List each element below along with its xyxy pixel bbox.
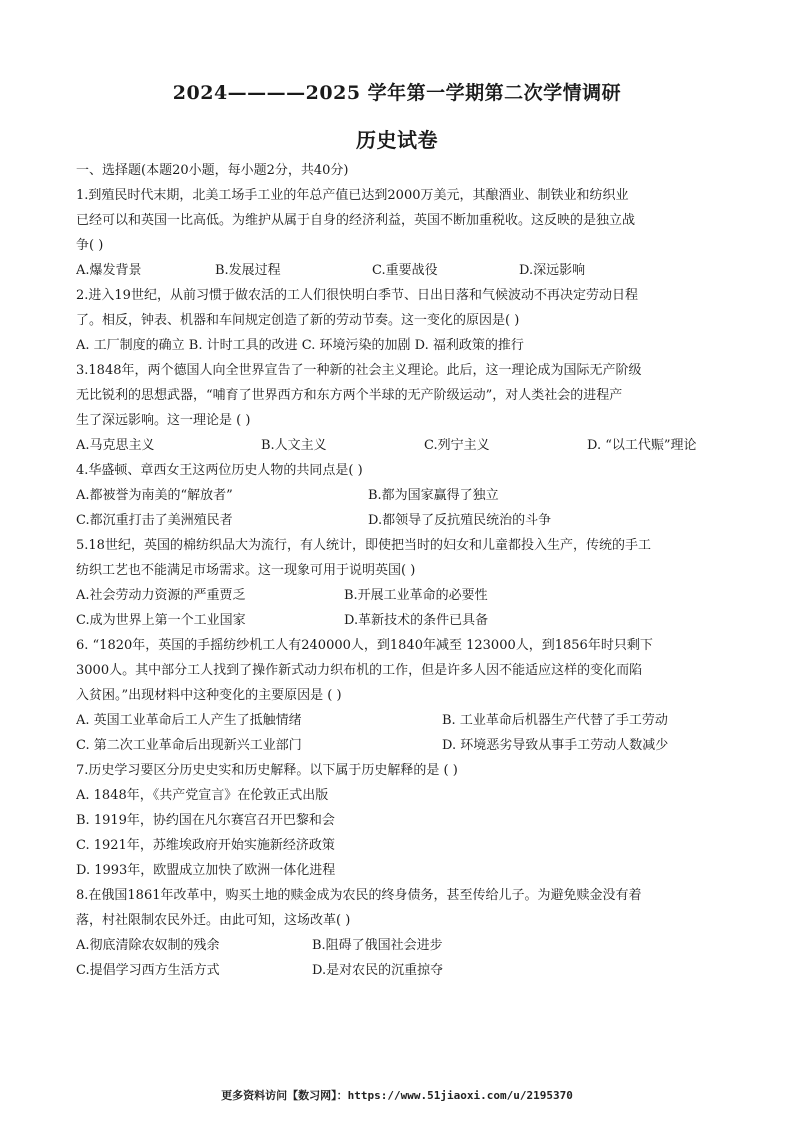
answer-option[interactable]: C.重要战役 bbox=[372, 263, 438, 278]
question-4 bbox=[76, 458, 726, 533]
answer-option[interactable]: C.提倡学习西方生活方式 bbox=[76, 963, 220, 978]
question-6 bbox=[76, 633, 726, 758]
question-text-line: 3000人。其中部分工人找到了操作新式动力织布机的工作，但是许多人因不能适应这样的变化而陷 bbox=[76, 663, 643, 678]
question-text-line: 落，村社限制农民外迁。由此可知，这场改革( ) bbox=[76, 913, 351, 928]
answer-option[interactable]: A.马克思主义 bbox=[76, 438, 155, 453]
answer-option[interactable]: A.社会劳动力资源的严重贾乏 bbox=[76, 588, 246, 603]
question-list bbox=[76, 183, 726, 983]
options-row bbox=[76, 808, 726, 833]
question-text-line: 4.华盛顿、章西女王这两位历史人物的共同点是( ) bbox=[76, 463, 363, 478]
options-row bbox=[76, 258, 726, 283]
question-text-line: 1.到殖民时代末期，北美工场手工业的年总产值已达到2000万美元，其酿酒业、制铁业和纺织业 bbox=[76, 188, 629, 203]
exam-content bbox=[76, 158, 726, 983]
answer-option[interactable]: A.爆发背景 bbox=[76, 263, 142, 278]
answer-option[interactable]: C.成为世界上第一个工业国家 bbox=[76, 613, 246, 628]
answer-option[interactable]: A.都被誉为南美的“解放者” bbox=[76, 488, 233, 503]
question-text-line: 2.进入19世纪，从前习惯于做农活的工人们很快明白季节、日出日落和气候波动不再决定劳动日程 bbox=[76, 288, 638, 303]
answer-option[interactable]: D.是对农民的沉重掠夺 bbox=[312, 963, 444, 978]
answer-option[interactable]: D. “以工代赈”理论 bbox=[587, 438, 697, 453]
options-row bbox=[76, 708, 726, 733]
options-row bbox=[76, 833, 726, 858]
section-heading: 一、选择题(本题20小题，每小题2分，共40分) bbox=[76, 163, 349, 178]
answer-option[interactable]: B.人文主义 bbox=[261, 438, 327, 453]
options-row bbox=[76, 483, 726, 508]
question-text-line: 无比锐利的思想武器，“哺育了世界西方和东方两个半球的无产阶级运动”，对人类社会的进程产 bbox=[76, 388, 623, 403]
answer-option[interactable]: C. 1921年，苏维埃政府开始实施新经济政策 bbox=[76, 838, 335, 853]
question-8 bbox=[76, 883, 726, 983]
question-text-line: 争( ) bbox=[76, 238, 104, 253]
question-text-line: 3.1848年，两个德国人向全世界宣告了一种新的社会主义理论。此后，这一理论成为国际无产阶级 bbox=[76, 363, 642, 378]
question-text-line: 了。相反，钟表、机器和车间规定创造了新的劳动节奏。这一变化的原因是( ) bbox=[76, 313, 520, 328]
answer-option[interactable]: A. 1848年，《共产党宣言》在伦敦正式出版 bbox=[76, 788, 329, 803]
exam-subtitle: 历史试卷 bbox=[356, 128, 438, 152]
answer-option[interactable]: D.都领导了反抗殖民统治的斗争 bbox=[368, 513, 552, 528]
answer-option[interactable]: B.都为国家赢得了独立 bbox=[368, 488, 499, 503]
question-text-line: 入贫困。”出现材料中这种变化的主要原因是 ( ) bbox=[76, 688, 342, 703]
options-row bbox=[76, 508, 726, 533]
answer-option[interactable]: A.彻底清除农奴制的残余 bbox=[76, 938, 220, 953]
answer-option[interactable]: D.深远影响 bbox=[519, 263, 586, 278]
answer-option[interactable]: C.都沉重打击了美洲殖民者 bbox=[76, 513, 233, 528]
options-row bbox=[76, 583, 726, 608]
options-row bbox=[76, 608, 726, 633]
question-1 bbox=[76, 183, 726, 283]
question-text-line: 已经可以和英国一比高低。为维护从属于自身的经济利益，英国不断加重税收。这反映的是独立战 bbox=[76, 213, 636, 228]
question-5 bbox=[76, 533, 726, 633]
question-3 bbox=[76, 358, 726, 458]
answer-option[interactable]: B.阻碍了俄国社会进步 bbox=[312, 938, 443, 953]
footer-link[interactable]: 更多资料访问【数习网】：https://www.51jiaoxi.com/u/2195370 bbox=[221, 1089, 573, 1102]
answer-option[interactable]: B. 1919年，协约国在凡尔赛宫召开巴黎和会 bbox=[76, 813, 335, 828]
answer-option[interactable]: B.发展过程 bbox=[215, 263, 281, 278]
answer-option[interactable]: D. 环境恶劣导致从事手工劳动人数减少 bbox=[442, 738, 669, 753]
options-row bbox=[76, 933, 726, 958]
answer-option[interactable]: A. 英国工业革命后工人产生了抵触情绪 bbox=[76, 713, 302, 728]
exam-title: 2024————2025 学年第一学期第二次学情调研 bbox=[172, 82, 622, 104]
answer-option[interactable]: D. 1993年，欧盟成立加快了欧洲一体化进程 bbox=[76, 863, 336, 878]
options-row bbox=[76, 958, 726, 983]
question-text-line: 纺织工艺也不能满足市场需求。这一现象可用于说明英国( ) bbox=[76, 563, 416, 578]
answer-option[interactable]: B.开展工业革命的必要性 bbox=[344, 588, 488, 603]
options-row bbox=[76, 333, 726, 358]
options-row bbox=[76, 433, 726, 458]
question-7 bbox=[76, 758, 726, 883]
question-text-line: 8.在俄国1861年改革中，购买土地的赎金成为农民的终身债务，甚至传给儿子。为避免赎金没有着 bbox=[76, 888, 642, 903]
question-text-line: 6. “1820年，英国的手摇纺纱机工人有240000人，到1840年减至 123000人，到1856年时只剩下 bbox=[76, 638, 653, 653]
options-row bbox=[76, 858, 726, 883]
question-text-line: 生了深远影响。这一理论是 ( ) bbox=[76, 413, 251, 428]
answer-option[interactable]: B. 工业革命后机器生产代替了手工劳动 bbox=[442, 713, 668, 728]
answer-option[interactable]: D.革新技术的条件已具备 bbox=[344, 613, 489, 628]
options-row bbox=[76, 733, 726, 758]
question-text-line: 5.18世纪，英国的棉纺织品大为流行，有人统计，即使把当时的妇女和儿童都投入生产，传统的手工 bbox=[76, 538, 651, 553]
question-text-line: 7.历史学习要区分历史史实和历史解释。以下属于历史解释的是 ( ) bbox=[76, 763, 458, 778]
answer-option[interactable]: A. 工厂制度的确立 B. 计时工具的改进 C. 环境污染的加剧 D. 福利政策的推行 bbox=[76, 338, 524, 353]
question-2 bbox=[76, 283, 726, 358]
options-row bbox=[76, 783, 726, 808]
answer-option[interactable]: C. 第二次工业革命后出现新兴工业部门 bbox=[76, 738, 302, 753]
answer-option[interactable]: C.列宁主义 bbox=[424, 438, 490, 453]
